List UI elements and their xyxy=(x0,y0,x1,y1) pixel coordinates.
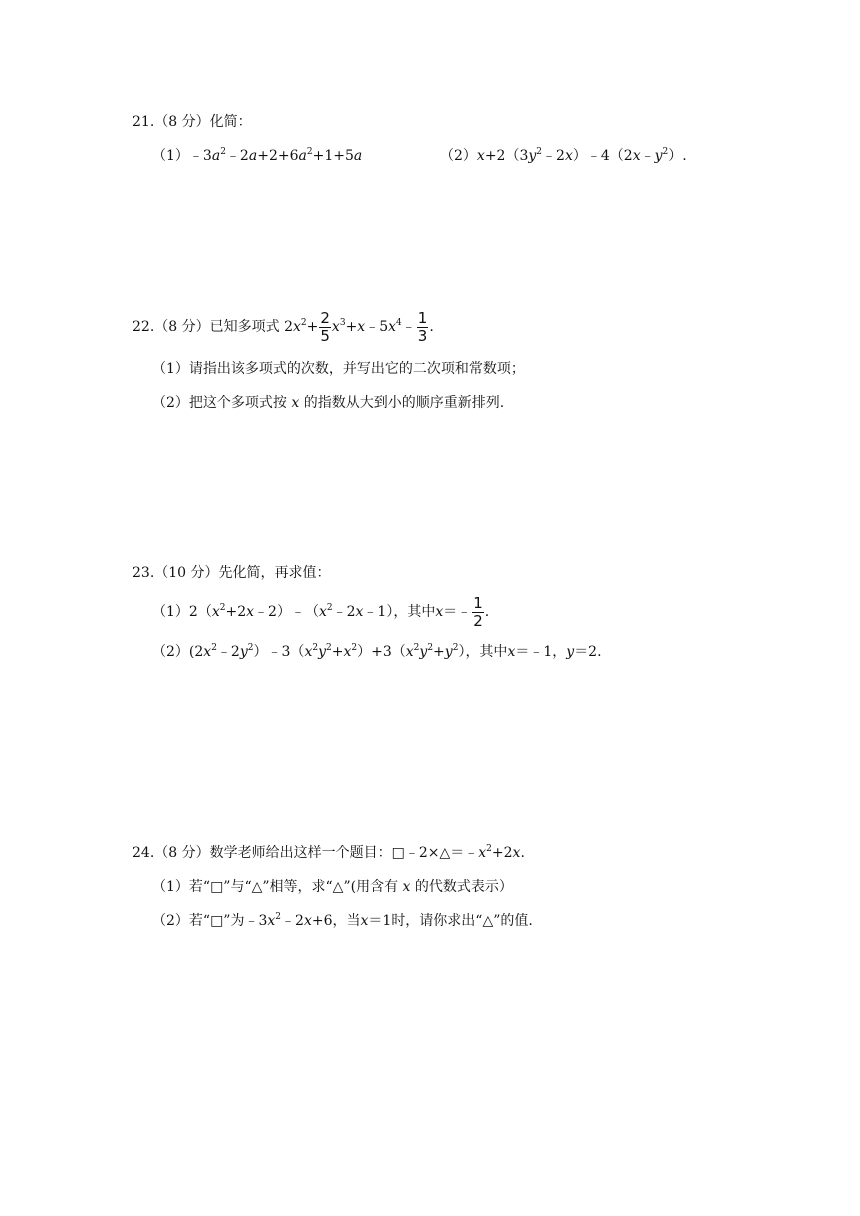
q24-equation: $□﹣2\times\triangle=﹣x^2+2x$. xyxy=(391,844,525,861)
q23-fraction-1-2: $\frac{1}{2}$ xyxy=(473,593,483,630)
q23-number: 23. xyxy=(132,565,155,581)
q21-header xyxy=(132,112,252,132)
q24-sub2-expression: $﹣3x^2﹣2x+6$ xyxy=(244,912,333,929)
q23-part2-condition: x＝﹣1，y＝2. xyxy=(507,644,602,660)
q21-number: 21. xyxy=(132,114,155,130)
q21-prompt: 化简： xyxy=(209,114,252,130)
q24-number: 24. xyxy=(132,845,155,861)
q23-part1-expression: $2(x^2+2x﹣2)﹣(x^2﹣2x﹣1)$ xyxy=(188,603,394,620)
q22-sub2: （2）把这个多项式按 x 的指数从大到小的顺序重新排列. xyxy=(152,395,505,411)
q22-header xyxy=(132,307,434,347)
q23-header xyxy=(132,563,331,583)
q24-sub2: （2）若“□”为$﹣3x^2﹣2x+6$，当x＝1时，请你求出“△”的值. xyxy=(152,912,533,929)
q21-score: （8 分） xyxy=(154,114,210,130)
q23-part2: $(2)(2x^2﹣2y^2)﹣3(x^2y^2+x^2)+3(x^2y^2+y^2)$，其中x＝﹣1，y＝2. xyxy=(152,643,602,660)
q22-fraction-1-3: $\frac{1}{3}$ xyxy=(417,308,428,345)
q21-part1-label: （1） xyxy=(152,148,189,164)
q23-part2-expression: $(2x^2﹣2y^2)﹣3(x^2y^2+x^2)+3(x^2y^2+y^2)$ xyxy=(188,643,466,660)
q21-part2-expression: $x+2(3y^2﹣2x)﹣4(2x﹣y^2)$. xyxy=(476,147,687,164)
q21-part1 xyxy=(152,146,362,166)
q22-sub1: （1）请指出该多项式的次数，并写出它的二次项和常数项； xyxy=(152,361,525,377)
q24-score: （8 分） xyxy=(154,845,210,861)
q22-number: 22. xyxy=(132,319,155,335)
q21-part2 xyxy=(440,146,687,166)
q21-part1-expression: $﹣3a^2﹣2a+2+6a^2+1+5a$ xyxy=(188,147,363,164)
q23-part1-condition: x＝﹣ $\frac{1}{2}$ . xyxy=(435,593,490,630)
q23-part1: $(1)2(x^2+2x﹣2)﹣(x^2﹣2x﹣1)$，其中x＝﹣ $\frac{1}{2}$ . xyxy=(152,593,490,630)
q21-part2-label: （2） xyxy=(440,148,477,164)
q24-prompt: 数学老师给出这样一个题目： xyxy=(209,845,392,861)
q23-score: （10 分） xyxy=(154,565,219,581)
q22-fraction-2-5: $\frac{2}{5}$ xyxy=(320,308,330,345)
q24-sub2-condition: x＝1 xyxy=(360,913,392,929)
q22-score: （8 分） xyxy=(154,319,210,335)
q24-header xyxy=(132,843,525,863)
q23-prompt: 先化简，再求值： xyxy=(218,565,331,581)
q22-polynomial: $2x^2+$ $\frac{2}{5}$ $x^3+x﹣5x^4﹣$ $\frac{1}{3}$ . xyxy=(284,308,434,345)
q24-sub1: （1）若“□”与“△”相等，求“△”(用含有 x 的代数式表示） xyxy=(152,879,513,895)
q22-prompt: 已知多项式 xyxy=(209,319,280,335)
